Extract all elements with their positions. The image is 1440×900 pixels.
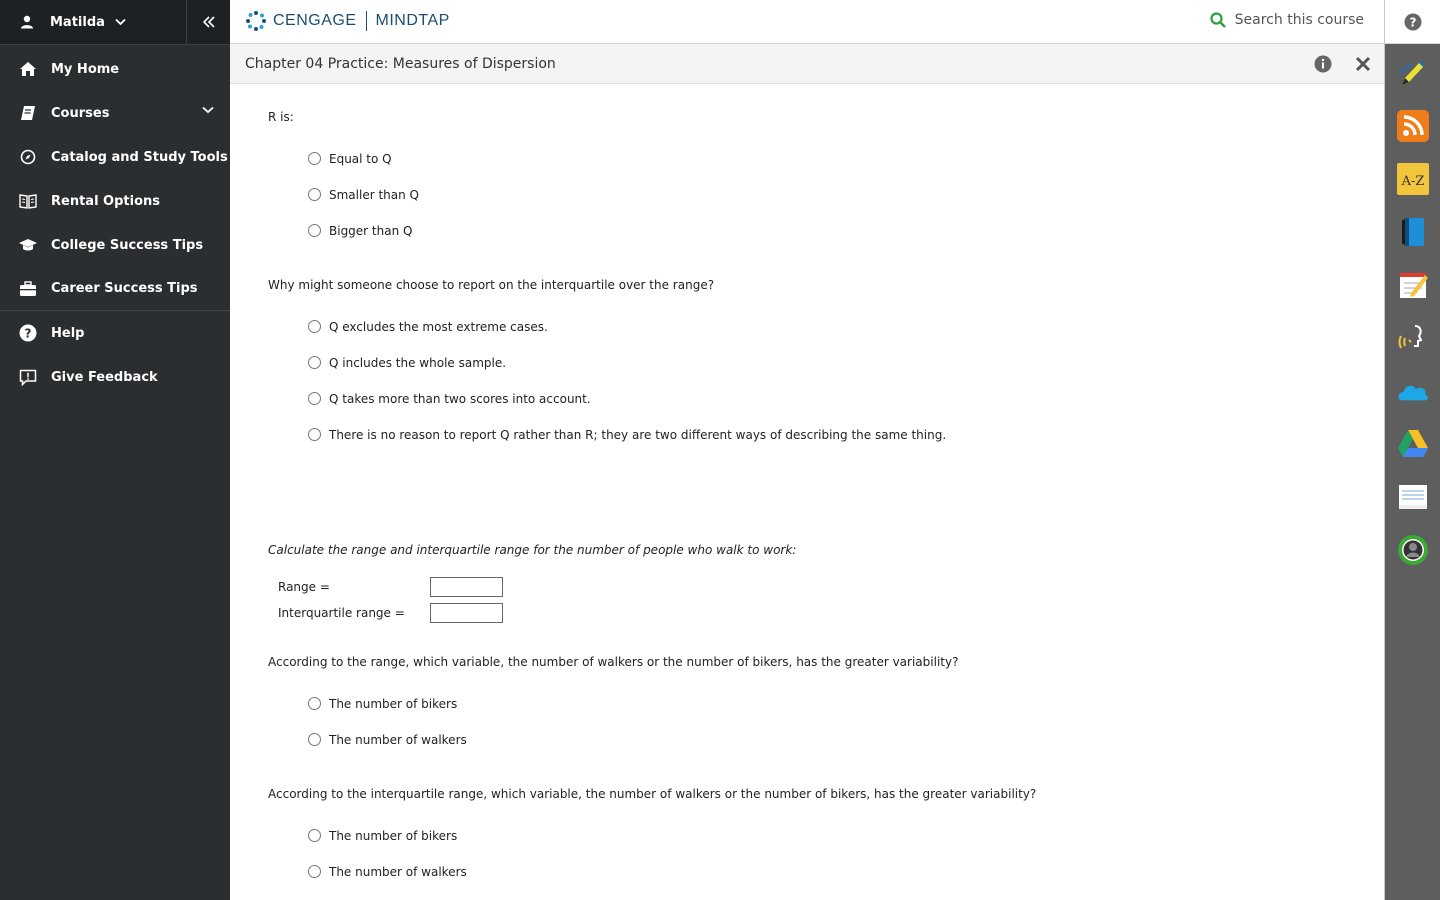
book-icon [18, 103, 38, 123]
answer-option[interactable] [308, 864, 467, 878]
answer-option[interactable] [308, 151, 392, 165]
range-input[interactable] [430, 577, 503, 597]
range-label: Range = [278, 580, 330, 594]
google-drive-icon[interactable] [1397, 428, 1429, 460]
cengage-logo-icon [245, 10, 267, 32]
question-prompt: R is: [268, 110, 294, 124]
option-label: Q takes more than two scores into account. [329, 392, 591, 406]
answer-option[interactable] [308, 355, 506, 369]
radio-button[interactable] [308, 865, 321, 878]
sidebar-item-label: Career Success Tips [51, 281, 198, 296]
radio-button[interactable] [308, 152, 321, 165]
question-prompt: According to the interquartile range, which variable, the number of walkers or the number of bikers, has the greater variability? [268, 787, 1037, 801]
onedrive-icon[interactable] [1397, 375, 1429, 407]
chevron-down-icon [115, 18, 126, 26]
svg-text:?: ? [1409, 15, 1417, 29]
search-input[interactable]: Search this course [1234, 12, 1364, 28]
sidebar-item-label: Help [51, 325, 85, 341]
activity-content [230, 84, 1384, 900]
close-button[interactable] [1354, 55, 1372, 77]
flashcards-icon[interactable] [1397, 481, 1429, 513]
graduation-cap-icon [18, 235, 38, 255]
pencil-icon[interactable] [1397, 57, 1429, 89]
answer-option[interactable] [308, 732, 467, 746]
question-prompt: According to the range, which variable, the number of walkers or the number of bikers, has the greater variability? [268, 655, 959, 669]
calculation-prompt: Calculate the range and interquartile range for the number of people who walk to work: [268, 543, 797, 557]
answer-option[interactable] [308, 391, 591, 405]
collapse-sidebar-button[interactable] [186, 0, 230, 44]
option-label: Q includes the whole sample. [329, 356, 507, 370]
option-label: Bigger than Q [329, 224, 413, 238]
page-title: Chapter 04 Practice: Measures of Dispersion [245, 56, 556, 72]
book-icon[interactable] [1397, 216, 1429, 248]
open-book-icon [18, 191, 38, 211]
option-label: The number of bikers [329, 697, 458, 711]
info-button[interactable] [1314, 55, 1332, 77]
sidebar [0, 0, 230, 900]
sidebar-item-rental-options[interactable] [0, 179, 230, 223]
radio-button[interactable] [308, 697, 321, 710]
help-icon [1404, 13, 1422, 31]
iqr-label: Interquartile range = [278, 606, 405, 620]
sidebar-item-give-feedback[interactable] [0, 355, 230, 399]
user-menu[interactable] [0, 0, 186, 44]
question-prompt: Why might someone choose to report on the interquartile over the range? [268, 278, 715, 292]
option-label: Smaller than Q [329, 188, 419, 202]
user-icon [20, 15, 34, 29]
radio-button[interactable] [308, 224, 321, 237]
option-label: The number of walkers [329, 733, 467, 747]
sidebar-item-catalog[interactable] [0, 135, 230, 179]
sidebar-item-label: My Home [51, 61, 120, 77]
brand-name: CENGAGE [273, 12, 357, 29]
radio-button[interactable] [308, 188, 321, 201]
sidebar-item-help[interactable] [0, 311, 230, 355]
sidebar-item-label: Courses [51, 105, 110, 121]
answer-option[interactable] [308, 696, 457, 710]
sidebar-item-label: Rental Options [51, 193, 161, 209]
svg-text:A-Z: A-Z [1401, 174, 1425, 189]
answer-option[interactable] [308, 223, 412, 237]
option-label: Equal to Q [329, 152, 392, 166]
close-icon [1354, 55, 1372, 73]
feedback-icon [18, 367, 38, 387]
sidebar-item-courses[interactable] [0, 91, 230, 135]
activity-title-bar [230, 44, 1384, 84]
answer-option[interactable] [308, 319, 548, 333]
course-search[interactable] [1210, 12, 1364, 28]
double-chevron-left-icon [202, 16, 216, 28]
rss-icon[interactable] [1397, 110, 1429, 142]
answer-option[interactable] [308, 187, 419, 201]
sidebar-item-label: Catalog and Study Tools [51, 149, 228, 165]
option-label: Q excludes the most extreme cases. [329, 320, 548, 334]
radio-button[interactable] [308, 428, 321, 441]
iqr-input[interactable] [430, 603, 503, 623]
option-label: The number of walkers [329, 865, 467, 879]
chevron-down-icon [202, 106, 214, 114]
a-z-icon[interactable] [1397, 163, 1429, 195]
top-bar [230, 0, 1384, 44]
sidebar-item-career-success[interactable] [0, 267, 230, 311]
help-button[interactable] [1385, 0, 1440, 44]
logo-divider [366, 11, 367, 31]
home-icon [18, 59, 38, 79]
sidebar-nav [0, 47, 230, 399]
option-label: There is no reason to report Q rather than R; they are two different ways of describing the same thing. [329, 428, 947, 442]
user-name: Matilda [50, 14, 105, 30]
radio-button[interactable] [308, 392, 321, 405]
search-icon [1210, 12, 1226, 28]
product-name: MINDTAP [375, 12, 450, 29]
cengage-mindtap-logo[interactable] [245, 9, 450, 33]
profile-icon[interactable] [1397, 534, 1429, 566]
radio-button[interactable] [308, 356, 321, 369]
sidebar-item-label: College Success Tips [51, 237, 204, 253]
answer-option[interactable] [308, 828, 457, 842]
app-dock [1384, 0, 1440, 900]
sidebar-item-my-home[interactable] [0, 47, 230, 91]
help-icon [18, 323, 38, 343]
radio-button[interactable] [308, 733, 321, 746]
compass-icon [18, 147, 38, 167]
svg-text:?: ? [24, 326, 32, 341]
briefcase-icon [18, 279, 38, 299]
sidebar-top [0, 0, 230, 45]
info-icon [1314, 55, 1332, 73]
option-label: The number of bikers [329, 829, 458, 843]
notepad-icon[interactable] [1397, 269, 1429, 301]
answer-option[interactable] [308, 427, 946, 441]
radio-button[interactable] [308, 320, 321, 333]
read-aloud-icon[interactable] [1397, 322, 1429, 354]
radio-button[interactable] [308, 829, 321, 842]
sidebar-item-college-success[interactable] [0, 223, 230, 267]
sidebar-item-label: Give Feedback [51, 369, 158, 385]
